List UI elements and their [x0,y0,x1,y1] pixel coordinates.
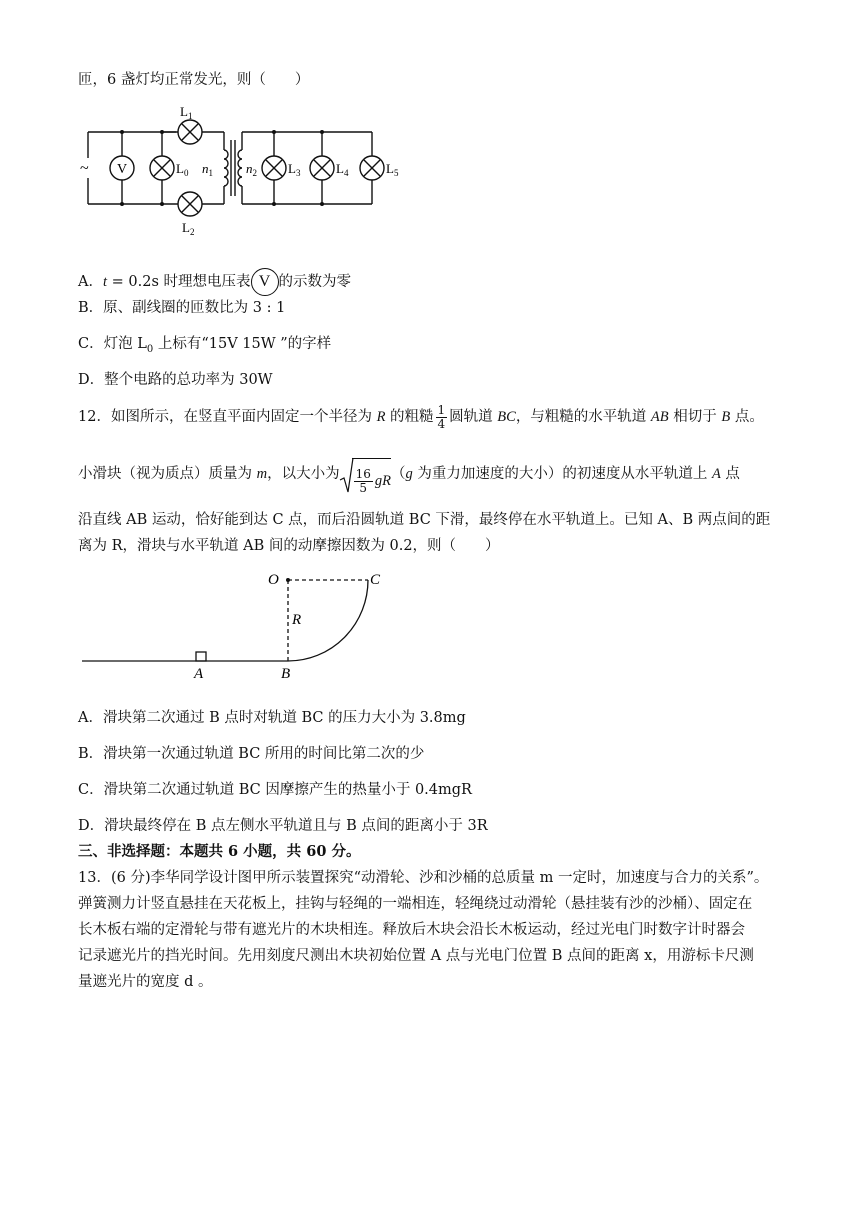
q11-tail-text: 匝，6 盏灯均正常发光，则（ ） [78,72,310,88]
q13-line: 量遮光片的宽度 d 。 [78,974,213,990]
lamp-l1-label: $L_1$ [180,104,193,121]
q12-option-c: C．滑块第二次通过轨道 BC 因摩擦产生的热量小于 0.4mgR [78,782,472,798]
q13-line: 13．(6 分)李华同学设计图甲所示装置探究“动滑轮、沙和沙桶的总质量 m 一定时，加速度与合力的关系”。 [78,870,769,886]
q12-stem-line2: 小滑块（视为质点）质量为 m，以大小为 $\frac{16}{5}$ gR（g 为重力加速度的大小）的初速度从水平轨道上 A 点 [78,454,740,494]
q13-line: 长木板右端的定滑轮与带有遮光片的木块相连。释放后木块会沿长木板运动，经过光电门时数字计时器会 [78,922,745,938]
transformer-circuit-diagram [78,100,398,240]
lamp-l0-label: $L_0$ [176,161,189,178]
voltmeter-label: V [117,162,128,177]
q13-line: 记录遮光片的挡光时间。先用刻度尺测出木块初始位置 A 点与光电门位置 B 点间的距离 x，用游标卡尺测 [78,948,754,964]
point-a-label: A [194,666,204,682]
point-o-label: O [268,572,279,588]
q11-option-d: D．整个电路的总功率为 30W [78,372,273,388]
q12-option-a: A．滑块第二次通过 B 点时对轨道 BC 的压力大小为 3.8mg [78,710,466,726]
q11-option-a: A．t = 0.2s 时理想电压表 V 的示数为零 [78,268,351,296]
q12-stem-line4: 离为 R，滑块与水平轨道 AB 间的动摩擦因数为 0.2，则（ ） [78,538,500,554]
point-c-label: C [370,572,381,588]
q13-line: 弹簧测力计竖直悬挂在天花板上，挂钩与轻绳的一端相连，轻绳绕过动滑轮（悬挂装有沙的沙桶）、固定在 [78,896,753,912]
voltmeter-icon: V [251,268,279,296]
coil-n2-label: $n_2$ [246,161,257,178]
section-heading: 三、非选择题：本题共 6 小题，共 60 分。 [78,843,361,860]
fraction-one-quarter: $\frac{1}{4}$ [437,402,446,431]
lamp-l3-label: $L_3$ [288,161,301,178]
coil-n1-label: $n_1$ [202,161,213,178]
sqrt-expression: $\frac{16}{5}$ gR [340,454,391,494]
radius-r-label: R [292,612,302,628]
q11-option-b: B．原、副线圈的匝数比为 3 : 1 [78,300,286,316]
q12-stem-line3: 沿直线 AB 运动，恰好能到达 C 点，而后沿圆轨道 BC 下滑，最终停在水平轨道上。已知 A、B 两点间的距 [78,512,771,528]
track-diagram [78,566,408,682]
ac-source-symbol: ~ [80,160,89,177]
q12-option-b: B．滑块第一次通过轨道 BC 所用的时间比第二次的少 [78,746,425,762]
q11-option-c: C．灯泡 $L_0$ 上标有“15V 15W ”的字样 [78,336,332,355]
lamp-l4-label: $L_4$ [336,161,349,178]
point-b-label: B [281,666,291,682]
q12-stem-line1: 12．如图所示，在竖直平面内固定一个半径为 R 的粗糙 $\frac{1}{4}$ 圆轨道 BC，与粗糙的水平轨道 AB 相切于 B 点。 [78,402,764,431]
q12-option-d: D．滑块最终停在 B 点左侧水平轨道且与 B 点间的距离小于 3R [78,818,488,834]
lamp-l5-label: $L_5$ [386,161,399,178]
lamp-l2-label: $L_2$ [182,220,195,237]
